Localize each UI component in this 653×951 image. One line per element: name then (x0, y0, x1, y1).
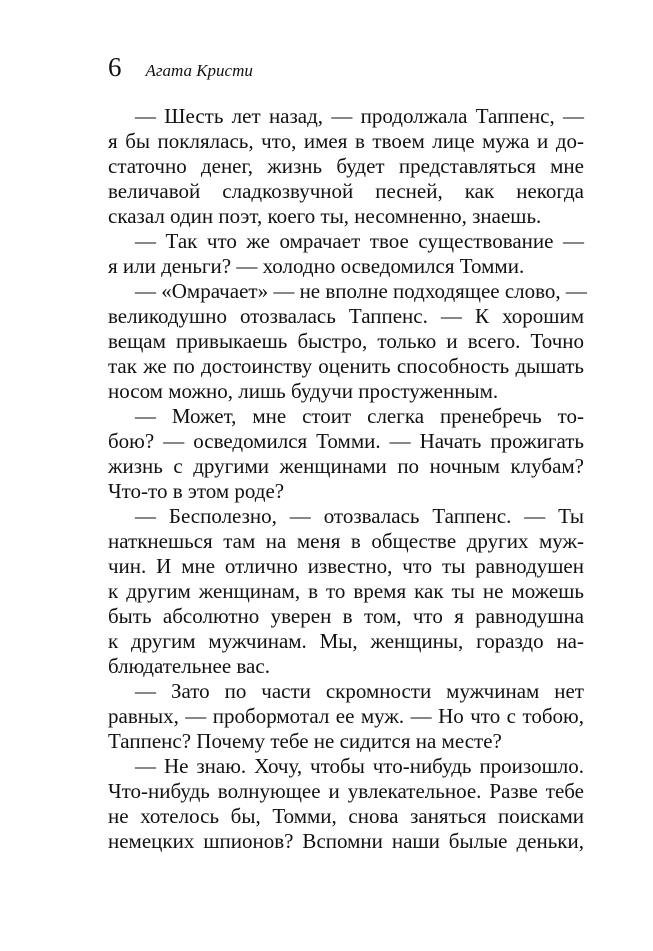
text-line: — Зато по части скромности мужчинам нет (135, 679, 584, 703)
text-line: сказал один поэт, коего ты, несомненно, знаешь. (108, 204, 542, 228)
text-line: я или деньги? — холодно осведомился Томми. (108, 254, 525, 278)
text-line: величавой сладкозвучной песней, как некогда (108, 179, 584, 203)
text-line: — Так что же омрачает твое существование — (135, 229, 584, 253)
text-line: — «Омрачает» — не вполне подходящее слово, — (135, 279, 587, 303)
body-text (108, 104, 587, 854)
text-line: блюдательнее вас. (108, 654, 270, 678)
text-line: Что-то в этом роде? (108, 479, 285, 503)
text-line: — Шесть лет назад, — продолжала Таппенс, — (135, 104, 584, 128)
page-header (108, 50, 253, 84)
text-line: носом можно, лишь будучи простуженным. (108, 379, 499, 403)
text-line: бою? — осведомился Томми. — Начать прожигать (108, 429, 584, 453)
text-line: статочно денег, жизнь будет представляться мне (108, 154, 584, 178)
text-line: быть абсолютно уверен в том, что я равнодушна (108, 604, 584, 628)
page-number: 6 (108, 52, 122, 82)
running-head-author: Агата Кристи (145, 61, 253, 80)
text-line: немецких шпионов? Вспомни наши былые деньки, (108, 829, 584, 853)
text-line: — Бесполезно, — отозвалась Таппенс. — Ты (135, 504, 584, 528)
text-line: вещам привыкаешь быстро, только и всего. Точно (108, 329, 584, 353)
text-line: жизнь с другими женщинами по ночным клубам? (108, 454, 584, 478)
text-line: наткнешься там на меня в обществе других муж- (108, 529, 584, 553)
text-line: к другим мужчинам. Мы, женщины, гораздо на- (108, 629, 584, 653)
text-line: великодушно отозвалась Таппенс. — К хорошим (108, 304, 584, 328)
text-line: к другим женщинам, в то время как ты не можешь (108, 579, 584, 603)
text-line: — Может, мне стоит слегка пренебречь то- (135, 404, 584, 428)
text-line: не хотелось бы, Томми, снова заняться поисками (108, 804, 584, 828)
text-line: — Не знаю. Хочу, чтобы что-нибудь произошло. (135, 754, 584, 778)
text-line: чин. И мне отлично известно, что ты равнодушен (108, 554, 584, 578)
text-line: Что-нибудь волнующее и увлекательное. Разве тебе (108, 779, 584, 803)
text-line: я бы поклялась, что, имея в твоем лице мужа и до- (108, 129, 584, 153)
text-line: Таппенс? Почему тебе не сидится на месте? (108, 729, 502, 753)
text-line: равных, — пробормотал ее муж. — Но что с тобою, (108, 704, 584, 728)
text-line: так же по достоинству оценить способность дышать (108, 354, 584, 378)
